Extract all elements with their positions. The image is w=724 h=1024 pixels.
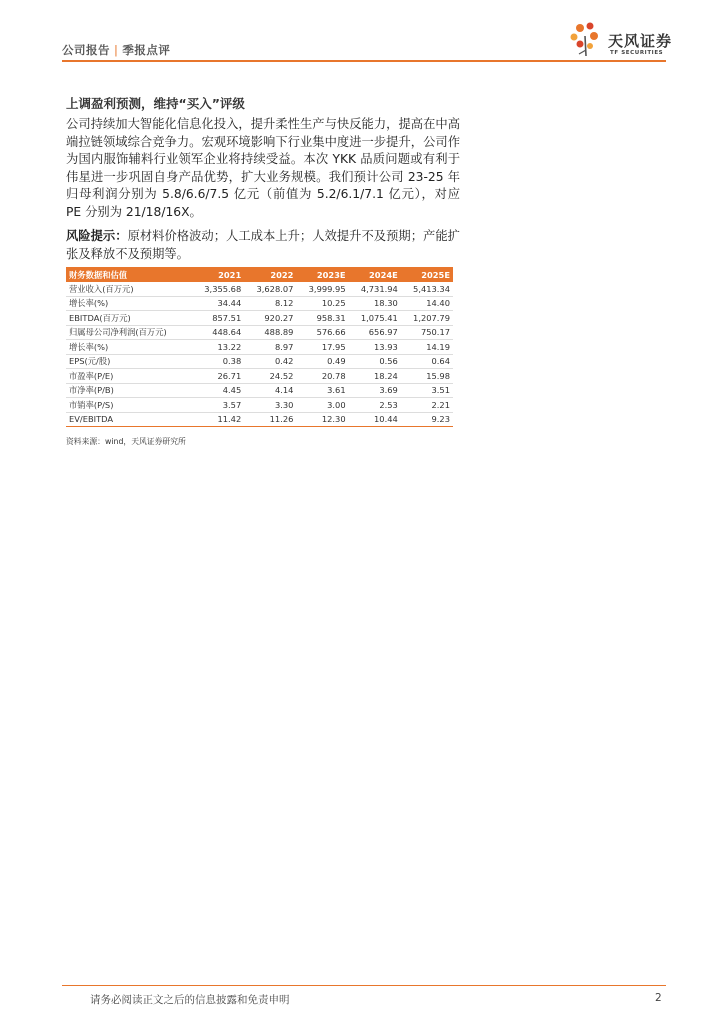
table-header-row [66, 267, 453, 282]
table-header-cell: 财务数据和估值 [66, 267, 192, 282]
table-cell: 750.17 [401, 325, 453, 340]
table-header-cell: 2023E [296, 267, 348, 282]
table-row [66, 369, 453, 384]
report-subtype: 季报点评 [122, 43, 171, 57]
table-header-cell: 2022 [244, 267, 296, 282]
table-cell: 18.30 [349, 296, 401, 311]
table-cell: 20.78 [296, 369, 348, 384]
table-cell: 3.57 [192, 398, 244, 413]
page-number: 2 [655, 992, 662, 1004]
table-cell: 958.31 [296, 311, 348, 326]
table-cell: 11.42 [192, 412, 244, 427]
table-row [66, 325, 453, 340]
table-cell: 市盈率(P/E) [66, 369, 192, 384]
table-row [66, 282, 453, 296]
table-cell: 1,207.79 [401, 311, 453, 326]
table-cell: 3.51 [401, 383, 453, 398]
table-cell: 9.23 [401, 412, 453, 427]
table-cell: 4,731.94 [349, 282, 401, 296]
table-cell: 8.97 [244, 340, 296, 355]
table-cell: 5,413.34 [401, 282, 453, 296]
table-cell: 2.21 [401, 398, 453, 413]
table-cell: 3.69 [349, 383, 401, 398]
report-category [62, 42, 170, 58]
table-cell: EV/EBITDA [66, 412, 192, 427]
section-title: 上调盈利预测，维持“买入”评级 [66, 96, 245, 111]
table-cell: 3,999.95 [296, 282, 348, 296]
table-cell: 24.52 [244, 369, 296, 384]
table-row [66, 398, 453, 413]
table-cell: EBITDA(百万元) [66, 311, 192, 326]
table-cell: 17.95 [296, 340, 348, 355]
risk-lead: 风险提示： [66, 229, 128, 243]
table-cell: 0.64 [401, 354, 453, 369]
table-cell: 10.44 [349, 412, 401, 427]
table-row [66, 354, 453, 369]
table-cell: 656.97 [349, 325, 401, 340]
risk-warning [66, 228, 460, 263]
table-cell: 增长率(%) [66, 340, 192, 355]
table-source-note: 资料来源：wind，天风证券研究所 [66, 437, 186, 446]
table-cell: 归属母公司净利润(百万元) [66, 325, 192, 340]
logo-name-cn: 天风证券 [608, 32, 673, 50]
table-cell: 0.49 [296, 354, 348, 369]
table-cell: 920.27 [244, 311, 296, 326]
table-cell: 15.98 [401, 369, 453, 384]
table-cell: 18.24 [349, 369, 401, 384]
table-cell: 3.30 [244, 398, 296, 413]
table-cell: 营业收入(百万元) [66, 282, 192, 296]
table-cell: 14.40 [401, 296, 453, 311]
table-cell: 857.51 [192, 311, 244, 326]
table-cell: 2.53 [349, 398, 401, 413]
table-cell: 34.44 [192, 296, 244, 311]
company-logo [568, 20, 678, 64]
report-type: 公司报告 [62, 43, 110, 57]
table-cell: 0.42 [244, 354, 296, 369]
table-cell: 14.19 [401, 340, 453, 355]
table-cell: 3,628.07 [244, 282, 296, 296]
table-cell: 0.38 [192, 354, 244, 369]
table-cell: 13.93 [349, 340, 401, 355]
table-cell: 10.25 [296, 296, 348, 311]
table-cell: 488.89 [244, 325, 296, 340]
body-paragraph: 公司持续加大智能化信息化投入，提升柔性生产与快反能力，提高在中高端拉链领域综合竞争力。宏观环境影响下行业集中度进一步提升，公司作为国内服饰辅料行业领军企业将持续受益。本次 YKK 品质问题或有利于伟星进一步巩固自身产品优势，扩大业务规模。我们预计公司 23-25 年归母利润分别为 5.8/6.6/7.5 亿元（前值为 5.2/6.1/7.1 亿元），对应 PE 分别为 21/18/16X。 [66, 117, 460, 219]
table-cell: 0.56 [349, 354, 401, 369]
table-cell: 12.30 [296, 412, 348, 427]
risk-text: 原材料价格波动；人工成本上升；人效提升不及预期；产能扩张及释放不及预期等。 [66, 229, 460, 261]
table-cell: 市销率(P/S) [66, 398, 192, 413]
table-row [66, 412, 453, 427]
table-header-cell: 2021 [192, 267, 244, 282]
flower-logo-icon [568, 20, 604, 60]
financial-table [66, 267, 453, 427]
table-cell: 576.66 [296, 325, 348, 340]
table-cell: 4.14 [244, 383, 296, 398]
table-cell: 8.12 [244, 296, 296, 311]
table-cell: 13.22 [192, 340, 244, 355]
table-cell: EPS(元/股) [66, 354, 192, 369]
table-cell: 26.71 [192, 369, 244, 384]
table-cell: 3.00 [296, 398, 348, 413]
table-cell: 增长率(%) [66, 296, 192, 311]
table-cell: 3.61 [296, 383, 348, 398]
table-cell: 448.64 [192, 325, 244, 340]
table-cell: 11.26 [244, 412, 296, 427]
footer-rule [62, 985, 666, 986]
table-header-cell: 2025E [401, 267, 453, 282]
table-row [66, 296, 453, 311]
table-cell: 1,075.41 [349, 311, 401, 326]
footer-disclaimer: 请务必阅读正文之后的信息披露和免责申明 [90, 994, 290, 1006]
logo-name-en: TF SECURITIES [610, 50, 664, 56]
table-cell: 3,355.68 [192, 282, 244, 296]
table-header-cell: 2024E [349, 267, 401, 282]
header-separator: | [114, 43, 119, 57]
table-cell: 4.45 [192, 383, 244, 398]
table-row [66, 311, 453, 326]
table-cell: 市净率(P/B) [66, 383, 192, 398]
table-row [66, 340, 453, 355]
table-row [66, 383, 453, 398]
